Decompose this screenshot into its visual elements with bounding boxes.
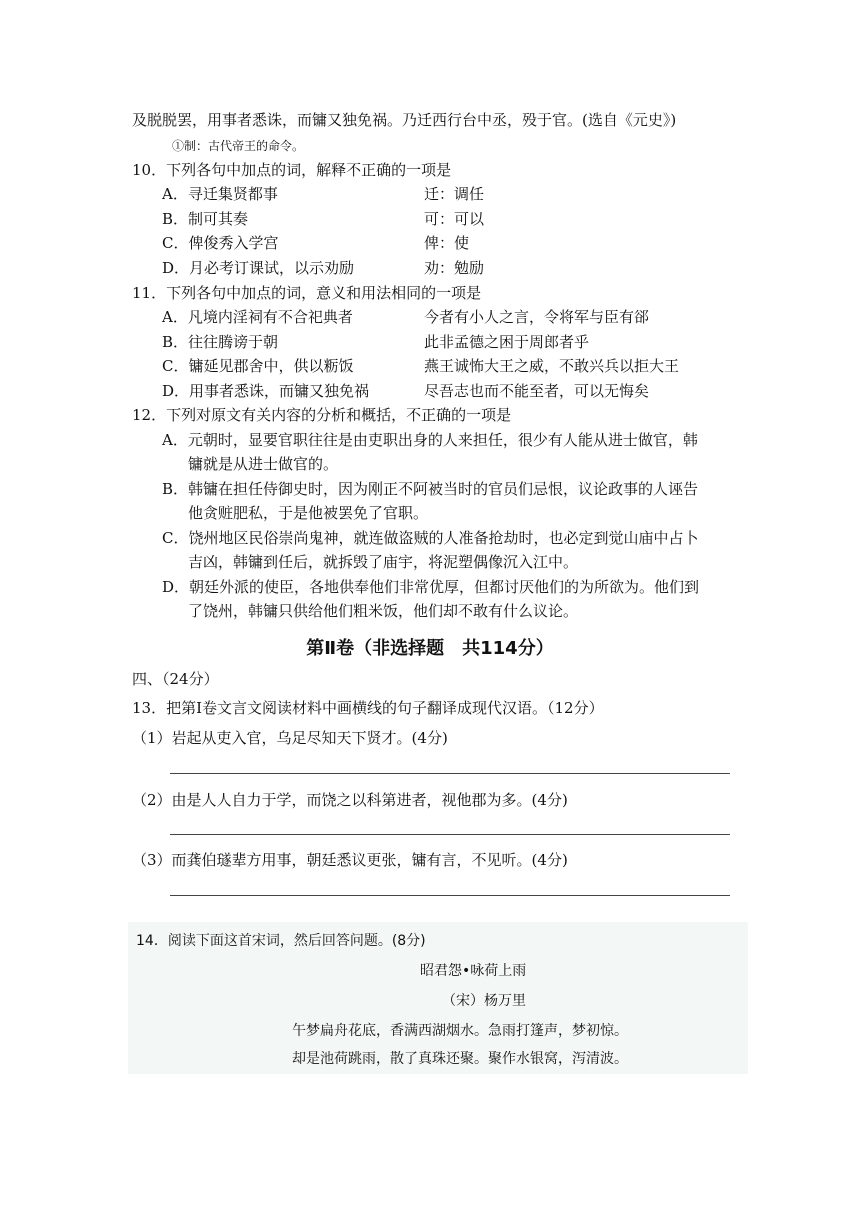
q10-option-b-gloss: 可：可以 bbox=[424, 210, 485, 228]
poem-author: （宋）杨万里 bbox=[442, 993, 526, 1009]
q11-option-a-left: A．凡境内淫祠有不合祀典者 bbox=[162, 308, 353, 326]
q13-stem: 13．把第Ⅰ卷文言文阅读材料中画横线的句子翻译成现代汉语。（12分） bbox=[132, 699, 604, 717]
q12-option-a-line1: A．元朝时，显要官职往往是由吏职出身的人来担任，很少有人能从进士做官，韩 bbox=[162, 431, 698, 449]
q13-item-1: （1）岩起从吏入官，乌足尽知天下贤才。(4分) bbox=[132, 729, 448, 747]
q12-option-d-line2: 了饶州，韩镛只供给他们粗米饭，他们却不敢有什么议论。 bbox=[188, 602, 579, 620]
q10-option-a-gloss: 迁：调任 bbox=[424, 185, 485, 203]
q11-option-d-left: D．用事者悉诛，而镛又独免祸 bbox=[162, 382, 370, 400]
q10-option-d-text: D．月必考订课试，以示劝励 bbox=[162, 259, 355, 277]
q11-option-c-left: C．镛延见郡舍中，供以粝饭 bbox=[162, 357, 354, 375]
q10-stem: 10．下列各句中加点的词，解释不正确的一项是 bbox=[132, 161, 452, 179]
poem-title: 昭君怨•咏荷上雨 bbox=[420, 963, 527, 979]
q10-option-d-gloss: 劝：勉励 bbox=[424, 259, 485, 277]
answer-line-1[interactable] bbox=[170, 773, 730, 774]
q13-item-3: （3）而龚伯璲辈方用事，朝廷悉议更张，镛有言，不见听。(4分) bbox=[132, 851, 568, 869]
part-four-heading: 四、（24分） bbox=[132, 670, 219, 688]
q11-option-b-left: B．往往腾谤于朝 bbox=[162, 333, 279, 351]
answer-line-2[interactable] bbox=[170, 834, 730, 835]
q12-option-b-line2: 他贪赃肥私，于是他被罢免了官职。 bbox=[188, 504, 429, 522]
section-title: 第Ⅱ卷（非选择题 共114分） bbox=[306, 638, 554, 659]
passage-tail: 及脱脱罢，用事者悉诛，而镛又独免祸。乃迁西行台中丞，殁于官。(选自《元史》) bbox=[132, 111, 677, 129]
q12-stem: 12．下列对原文有关内容的分析和概括，不正确的一项是 bbox=[132, 406, 512, 424]
answer-line-3[interactable] bbox=[170, 895, 730, 896]
q10-option-a-text: A．寻迁集贤都事 bbox=[162, 185, 278, 203]
q11-stem: 11．下列各句中加点的词，意义和用法相同的一项是 bbox=[132, 284, 482, 302]
q12-option-d-line1: D．朝廷外派的使臣，各地供奉他们非常优厚，但都讨厌他们的为所欲为。他们到 bbox=[162, 578, 700, 596]
q10-option-c-gloss: 俾：使 bbox=[424, 234, 470, 252]
q12-option-b-line1: B．韩镛在担任侍御史时，因为刚正不阿被当时的官员们忌恨，议论政事的人诬告 bbox=[162, 480, 699, 498]
q11-option-a-right: 今者有小人之言，令将军与臣有郤 bbox=[424, 308, 650, 326]
footnote: ①制：古代帝王的命令。 bbox=[172, 139, 305, 153]
q11-option-b-right: 此非孟德之困于周郎者乎 bbox=[424, 333, 590, 351]
q14-stem: 14．阅读下面这首宋词，然后回答问题。(8分) bbox=[136, 933, 426, 949]
q11-option-c-right: 燕王诚怖大王之威，不敢兴兵以拒大王 bbox=[424, 357, 680, 375]
q12-option-c-line2: 吉凶，韩镛到任后，就拆毁了庙宇，将泥塑偶像沉入江中。 bbox=[188, 553, 579, 571]
q10-option-b-text: B．制可其奏 bbox=[162, 210, 249, 228]
poem-line-2: 却是池荷跳雨，散了真珠还聚。聚作水银窝，泻清波。 bbox=[292, 1051, 628, 1067]
q12-option-a-line2: 镛就是从进士做官的。 bbox=[188, 455, 339, 473]
q12-option-c-line1: C．饶州地区民俗崇尚鬼神，就连做盗贼的人准备抢劫时，也必定到觉山庙中占卜 bbox=[162, 529, 699, 547]
q11-option-d-right: 尽吾志也而不能至者，可以无悔矣 bbox=[424, 382, 650, 400]
poem-line-1: 午梦扁舟花底，香满西湖烟水。急雨打篷声，梦初惊。 bbox=[292, 1023, 628, 1039]
q10-option-c-text: C．俾俊秀入学宫 bbox=[162, 234, 279, 252]
q13-item-2: （2）由是人人自力于学，而饶之以科第进者，视他郡为多。(4分) bbox=[132, 791, 568, 809]
